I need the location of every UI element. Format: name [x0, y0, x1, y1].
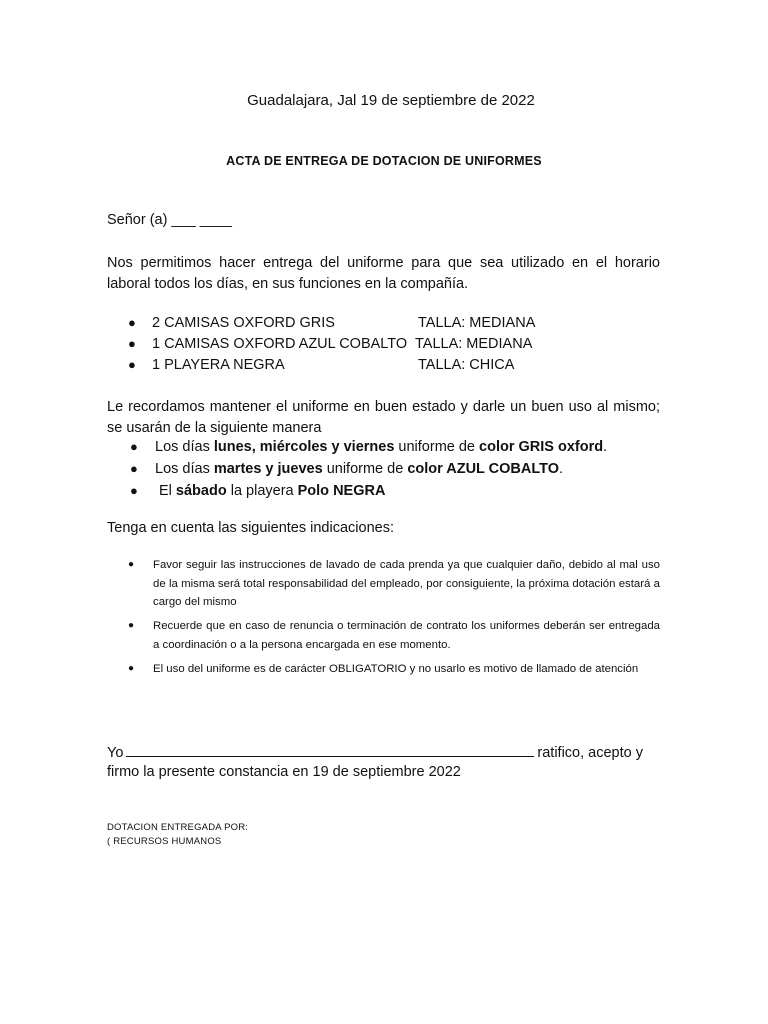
bullet-icon: ● [130, 483, 138, 498]
place-date: Guadalajara, Jal 19 de septiembre de 2022 [247, 92, 535, 109]
indications-title: Tenga en cuenta las siguientes indicaciones: [107, 520, 394, 536]
item-size: TALLA: MEDIANA [415, 336, 533, 352]
bullet-icon: ● [128, 559, 135, 570]
signature-suffix: ratifico, acepto y [537, 745, 643, 761]
bullet-icon: ● [130, 461, 138, 476]
list-item [128, 357, 648, 378]
bullet-icon: ● [128, 315, 136, 330]
bullet-icon: ● [128, 336, 136, 351]
signature-prefix: Yo [107, 745, 124, 761]
list-item [128, 336, 648, 357]
signature-line [107, 742, 643, 761]
schedule-text: Los días lunes, miércoles y viernes uniforme de color GRIS oxford. [155, 439, 608, 455]
item-description: 2 CAMISAS OXFORD GRIS [152, 315, 335, 331]
delivered-by-label: DOTACION ENTREGADA POR: [107, 822, 249, 833]
schedule-text: El sábado la playera Polo NEGRA [159, 483, 386, 499]
salutation: Señor (a) ___ ____ [107, 212, 232, 228]
schedule-text: Los días martes y jueves uniforme de color AZUL COBALTO. [155, 461, 564, 477]
bullet-icon: ● [130, 439, 138, 454]
item-description: 1 PLAYERA NEGRA [152, 357, 285, 373]
item-size: TALLA: CHICA [418, 357, 515, 373]
list-item [128, 315, 648, 336]
signature-statement: firmo la presente constancia en 19 de septiembre 2022 [107, 764, 461, 780]
item-description: 1 CAMISAS OXFORD AZUL COBALTO [152, 336, 408, 352]
reminder-paragraph: Le recordamos mantener el uniforme en buen estado y darle un buen uso al mismo; se usarán de la siguiente manera [107, 399, 660, 436]
item-size: TALLA: MEDIANA [418, 315, 536, 331]
delivered-by-department: ( RECURSOS HUMANOS [107, 836, 222, 847]
indication-text: El uso del uniforme es de carácter OBLIGATORIO y no usarlo es motivo de llamado de atención [153, 663, 639, 675]
indication-text: Recuerde que en caso de renuncia o terminación de contrato los uniformes deberán ser entregada a coordinación o a la persona encargada en ese momento. [153, 620, 660, 651]
signature-blank [126, 742, 534, 757]
bullet-icon: ● [128, 663, 135, 674]
document-title: ACTA DE ENTREGA DE DOTACION DE UNIFORMES [226, 154, 542, 168]
bullet-icon: ● [128, 620, 135, 631]
intro-paragraph: Nos permitimos hacer entrega del uniforme para que sea utilizado en el horario laboral todos los días, en sus funciones en la compañía. [107, 255, 660, 292]
bullet-icon: ● [128, 357, 136, 372]
indication-text: Favor seguir las instrucciones de lavado de cada prenda ya que cualquier daño, debido al mal uso de la misma será total responsabilidad del empleado, por consiguiente, la próxima dotación estará a cargo del mismo [153, 559, 660, 608]
